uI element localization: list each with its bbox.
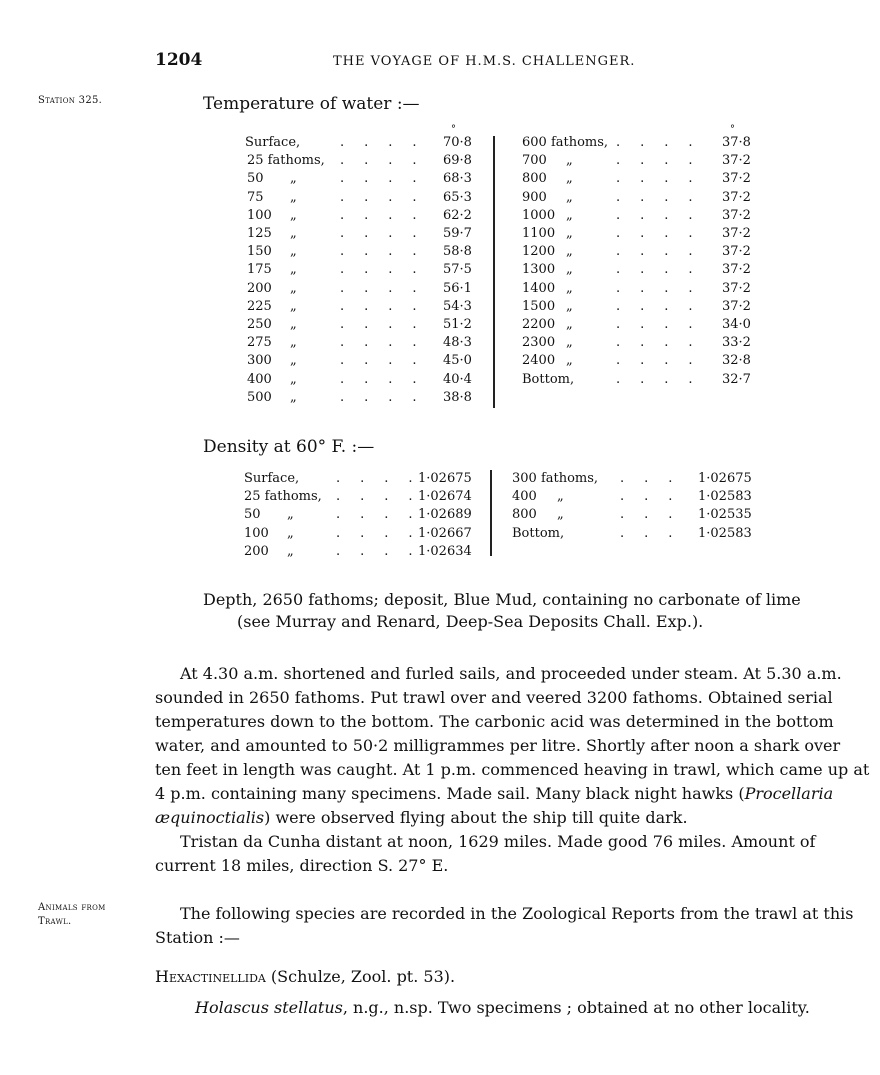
leader-dots: ....: [616, 226, 713, 241]
row-label: 800: [522, 171, 547, 187]
ditto-mark: „: [566, 280, 573, 296]
row-value: 37·2: [722, 262, 751, 278]
leader-dots: ....: [616, 298, 713, 314]
degree-mark-left: °: [451, 124, 456, 135]
leader-dots: ....: [340, 353, 437, 369]
row-label: 1500: [522, 298, 556, 314]
row-value: 33·2: [722, 335, 751, 351]
row-value: 37·2: [722, 280, 751, 296]
ditto-mark: „: [566, 298, 573, 314]
narrative-line: water, and amounted to 50·2 milligrammes per litre. Shortly after noon a shark over: [155, 736, 841, 755]
row-label: 700: [522, 153, 547, 169]
row-label: 2400: [522, 353, 556, 369]
leader-dots: ....: [340, 298, 437, 314]
row-label: 175: [247, 262, 272, 278]
row-value: 1·02675: [418, 471, 472, 486]
leader-dots: ....: [616, 244, 713, 260]
row-label: 300 fathoms,: [512, 471, 599, 486]
row-value: 54·3: [443, 298, 472, 314]
row-value: 32·8: [722, 353, 751, 369]
row-label: 500: [247, 389, 272, 405]
row-value: 37·8: [722, 135, 751, 150]
ditto-mark: „: [290, 226, 297, 241]
leader-dots: ....: [340, 189, 437, 205]
row-label: 400: [247, 371, 272, 387]
row-value: 65·3: [443, 189, 472, 205]
leader-dots: ....: [616, 189, 713, 205]
row-label: 2200: [522, 317, 556, 332]
narrative-line: ten feet in length was caught. At 1 p.m. commenced heaving in trawl, which came up at: [155, 760, 870, 779]
row-label: 75: [247, 189, 264, 205]
row-value: 1·02583: [698, 525, 752, 541]
row-value: 34·0: [722, 317, 751, 332]
ditto-mark: „: [566, 317, 573, 332]
leader-dots: ....: [336, 507, 433, 523]
ditto-mark: „: [287, 507, 294, 523]
leader-dots: ....: [340, 153, 437, 169]
ditto-mark: „: [566, 262, 573, 278]
row-label: 1000: [522, 207, 556, 223]
animals-label-line-2: Trawl.: [38, 916, 72, 927]
row-value: 37·2: [722, 244, 751, 260]
row-value: 1·02535: [698, 507, 752, 523]
row-value: 56·1: [443, 280, 472, 296]
ditto-mark: „: [290, 335, 297, 351]
leader-dots: ....: [616, 135, 713, 150]
row-label: 300: [247, 353, 272, 369]
narrative-line: temperatures down to the bottom. The carbonic acid was determined in the bottom: [155, 712, 834, 731]
narrative-line: At 4.30 a.m. shortened and furled sails, and proceeded under steam. At 5.30 a.m.: [180, 664, 842, 683]
row-label: 400: [512, 489, 537, 505]
depth-line-2: (see Murray and Renard, Deep-Sea Deposits Chall. Exp.).: [237, 612, 704, 631]
ditto-mark: „: [287, 525, 294, 541]
page-number: 1204: [155, 50, 203, 70]
row-value: 38·8: [443, 389, 472, 405]
row-value: 1·02674: [418, 489, 472, 505]
ditto-mark: „: [290, 171, 297, 187]
row-value: 51·2: [443, 317, 472, 332]
ditto-mark: „: [290, 353, 297, 369]
animals-label-line-1: Animals from: [38, 902, 106, 913]
row-label: Surface,: [245, 135, 301, 150]
ditto-mark: „: [287, 543, 294, 559]
leader-dots: ....: [336, 489, 433, 505]
density-heading: Density at 60° F. :—: [203, 437, 375, 457]
leader-dots: ....: [340, 226, 437, 241]
row-value: 48·3: [443, 335, 472, 351]
ditto-mark: „: [290, 298, 297, 314]
narrative-line: sounded in 2650 fathoms. Put trawl over and veered 3200 fathoms. Obtained serial: [155, 688, 833, 707]
row-value: 62·2: [443, 207, 472, 223]
row-value: 37·2: [722, 226, 751, 241]
row-value: 59·7: [443, 226, 472, 241]
leader-dots: ...: [620, 525, 693, 541]
temperature-heading: Temperature of water :—: [203, 94, 420, 114]
ditto-mark: „: [290, 262, 297, 278]
row-value: 37·2: [722, 298, 751, 314]
ditto-mark: „: [557, 507, 564, 523]
leader-dots: ....: [616, 207, 713, 223]
species-entry: Holascus stellatus, n.g., n.sp. Two specimens ; obtained at no other locality.: [195, 998, 810, 1017]
leader-dots: ....: [616, 280, 713, 296]
depth-line-1: Depth, 2650 fathoms; deposit, Blue Mud, containing no carbonate of lime: [203, 590, 801, 609]
leader-dots: ....: [336, 525, 433, 541]
row-value: 37·2: [722, 171, 751, 187]
row-value: 40·4: [443, 371, 472, 387]
row-label: 25 fathoms,: [247, 153, 325, 169]
row-label: 225: [247, 298, 272, 314]
row-label: 1100: [522, 226, 556, 241]
degree-mark-right: °: [730, 124, 735, 135]
ditto-mark: „: [290, 244, 297, 260]
row-label: 2300: [522, 335, 556, 351]
species-intro-line-2: Station :—: [155, 928, 240, 947]
ditto-mark: „: [566, 353, 573, 369]
row-value: 57·5: [443, 262, 472, 278]
leader-dots: ....: [616, 353, 713, 369]
leader-dots: ....: [616, 171, 713, 187]
leader-dots: ....: [340, 317, 437, 332]
ditto-mark: „: [290, 207, 297, 223]
running-head: THE VOYAGE OF H.M.S. CHALLENGER.: [333, 54, 636, 69]
narrative-line: æquinoctialis) were observed flying about the ship till quite dark.: [155, 808, 688, 827]
ditto-mark: „: [566, 226, 573, 241]
row-label: 250: [247, 317, 272, 332]
narrative-line: Tristan da Cunha distant at noon, 1629 miles. Made good 76 miles. Amount of: [180, 832, 816, 851]
leader-dots: ...: [620, 507, 693, 523]
row-label: Bottom,: [512, 525, 565, 541]
row-value: 1·02689: [418, 507, 472, 523]
leader-dots: ....: [340, 262, 437, 278]
row-label: Surface,: [244, 471, 300, 486]
leader-dots: ....: [616, 153, 713, 169]
leader-dots: ....: [340, 280, 437, 296]
row-value: 68·3: [443, 171, 472, 187]
row-label: 1200: [522, 244, 556, 260]
leader-dots: ....: [340, 207, 437, 223]
row-label: 200: [244, 543, 269, 559]
ditto-mark: „: [290, 189, 297, 205]
leader-dots: ....: [340, 171, 437, 187]
row-value: 58·8: [443, 244, 472, 260]
column-divider: [493, 136, 495, 408]
ditto-mark: „: [566, 244, 573, 260]
leader-dots: ....: [340, 389, 437, 405]
leader-dots: ....: [340, 244, 437, 260]
row-value: 1·02634: [418, 543, 472, 559]
leader-dots: ....: [340, 335, 437, 351]
row-label: 150: [247, 244, 272, 260]
row-label: 800: [512, 507, 537, 523]
row-label: 1400: [522, 280, 556, 296]
leader-dots: ....: [336, 543, 433, 559]
row-label: 100: [244, 525, 269, 541]
row-label: 125: [247, 226, 272, 241]
row-label: 275: [247, 335, 272, 351]
leader-dots: ...: [620, 489, 693, 505]
ditto-mark: „: [566, 335, 573, 351]
ditto-mark: „: [290, 389, 297, 405]
leader-dots: ....: [336, 471, 433, 486]
leader-dots: ....: [616, 335, 713, 351]
ditto-mark: „: [566, 153, 573, 169]
row-value: 1·02675: [698, 471, 752, 486]
ditto-mark: „: [290, 280, 297, 296]
ditto-mark: „: [566, 171, 573, 187]
row-value: 37·2: [722, 207, 751, 223]
station-label: Station 325.: [38, 95, 103, 106]
row-label: 100: [247, 207, 272, 223]
row-label: 200: [247, 280, 272, 296]
row-label: 25 fathoms,: [244, 489, 322, 505]
leader-dots: ....: [616, 317, 713, 332]
narrative-line: current 18 miles, direction S. 27° E.: [155, 856, 449, 875]
species-intro-line-1: The following species are recorded in the Zoological Reports from the trawl at this: [180, 904, 854, 923]
row-value: 32·7: [722, 371, 751, 387]
row-label: 600 fathoms,: [522, 135, 609, 150]
group-heading: Hexactinellida (Schulze, Zool. pt. 53).: [155, 967, 456, 986]
row-label: 900: [522, 189, 547, 205]
column-divider: [490, 470, 492, 556]
row-value: 37·2: [722, 189, 751, 205]
leader-dots: ...: [620, 471, 693, 486]
leader-dots: ....: [616, 262, 713, 278]
narrative-line: 4 p.m. containing many specimens. Made sail. Many black night hawks (Procellaria: [155, 784, 834, 803]
ditto-mark: „: [557, 489, 564, 505]
ditto-mark: „: [566, 189, 573, 205]
ditto-mark: „: [290, 371, 297, 387]
row-value: 69·8: [443, 153, 472, 169]
ditto-mark: „: [566, 207, 573, 223]
ditto-mark: „: [290, 317, 297, 332]
row-value: 1·02583: [698, 489, 752, 505]
row-value: 70·8: [443, 135, 472, 150]
row-label: Bottom,: [522, 371, 575, 387]
row-label: 50: [247, 171, 264, 187]
row-value: 37·2: [722, 153, 751, 169]
row-value: 1·02667: [418, 525, 472, 541]
leader-dots: ....: [340, 135, 437, 150]
leader-dots: ....: [616, 371, 713, 387]
row-label: 1300: [522, 262, 556, 278]
leader-dots: ....: [340, 371, 437, 387]
row-value: 45·0: [443, 353, 472, 369]
row-label: 50: [244, 507, 261, 523]
